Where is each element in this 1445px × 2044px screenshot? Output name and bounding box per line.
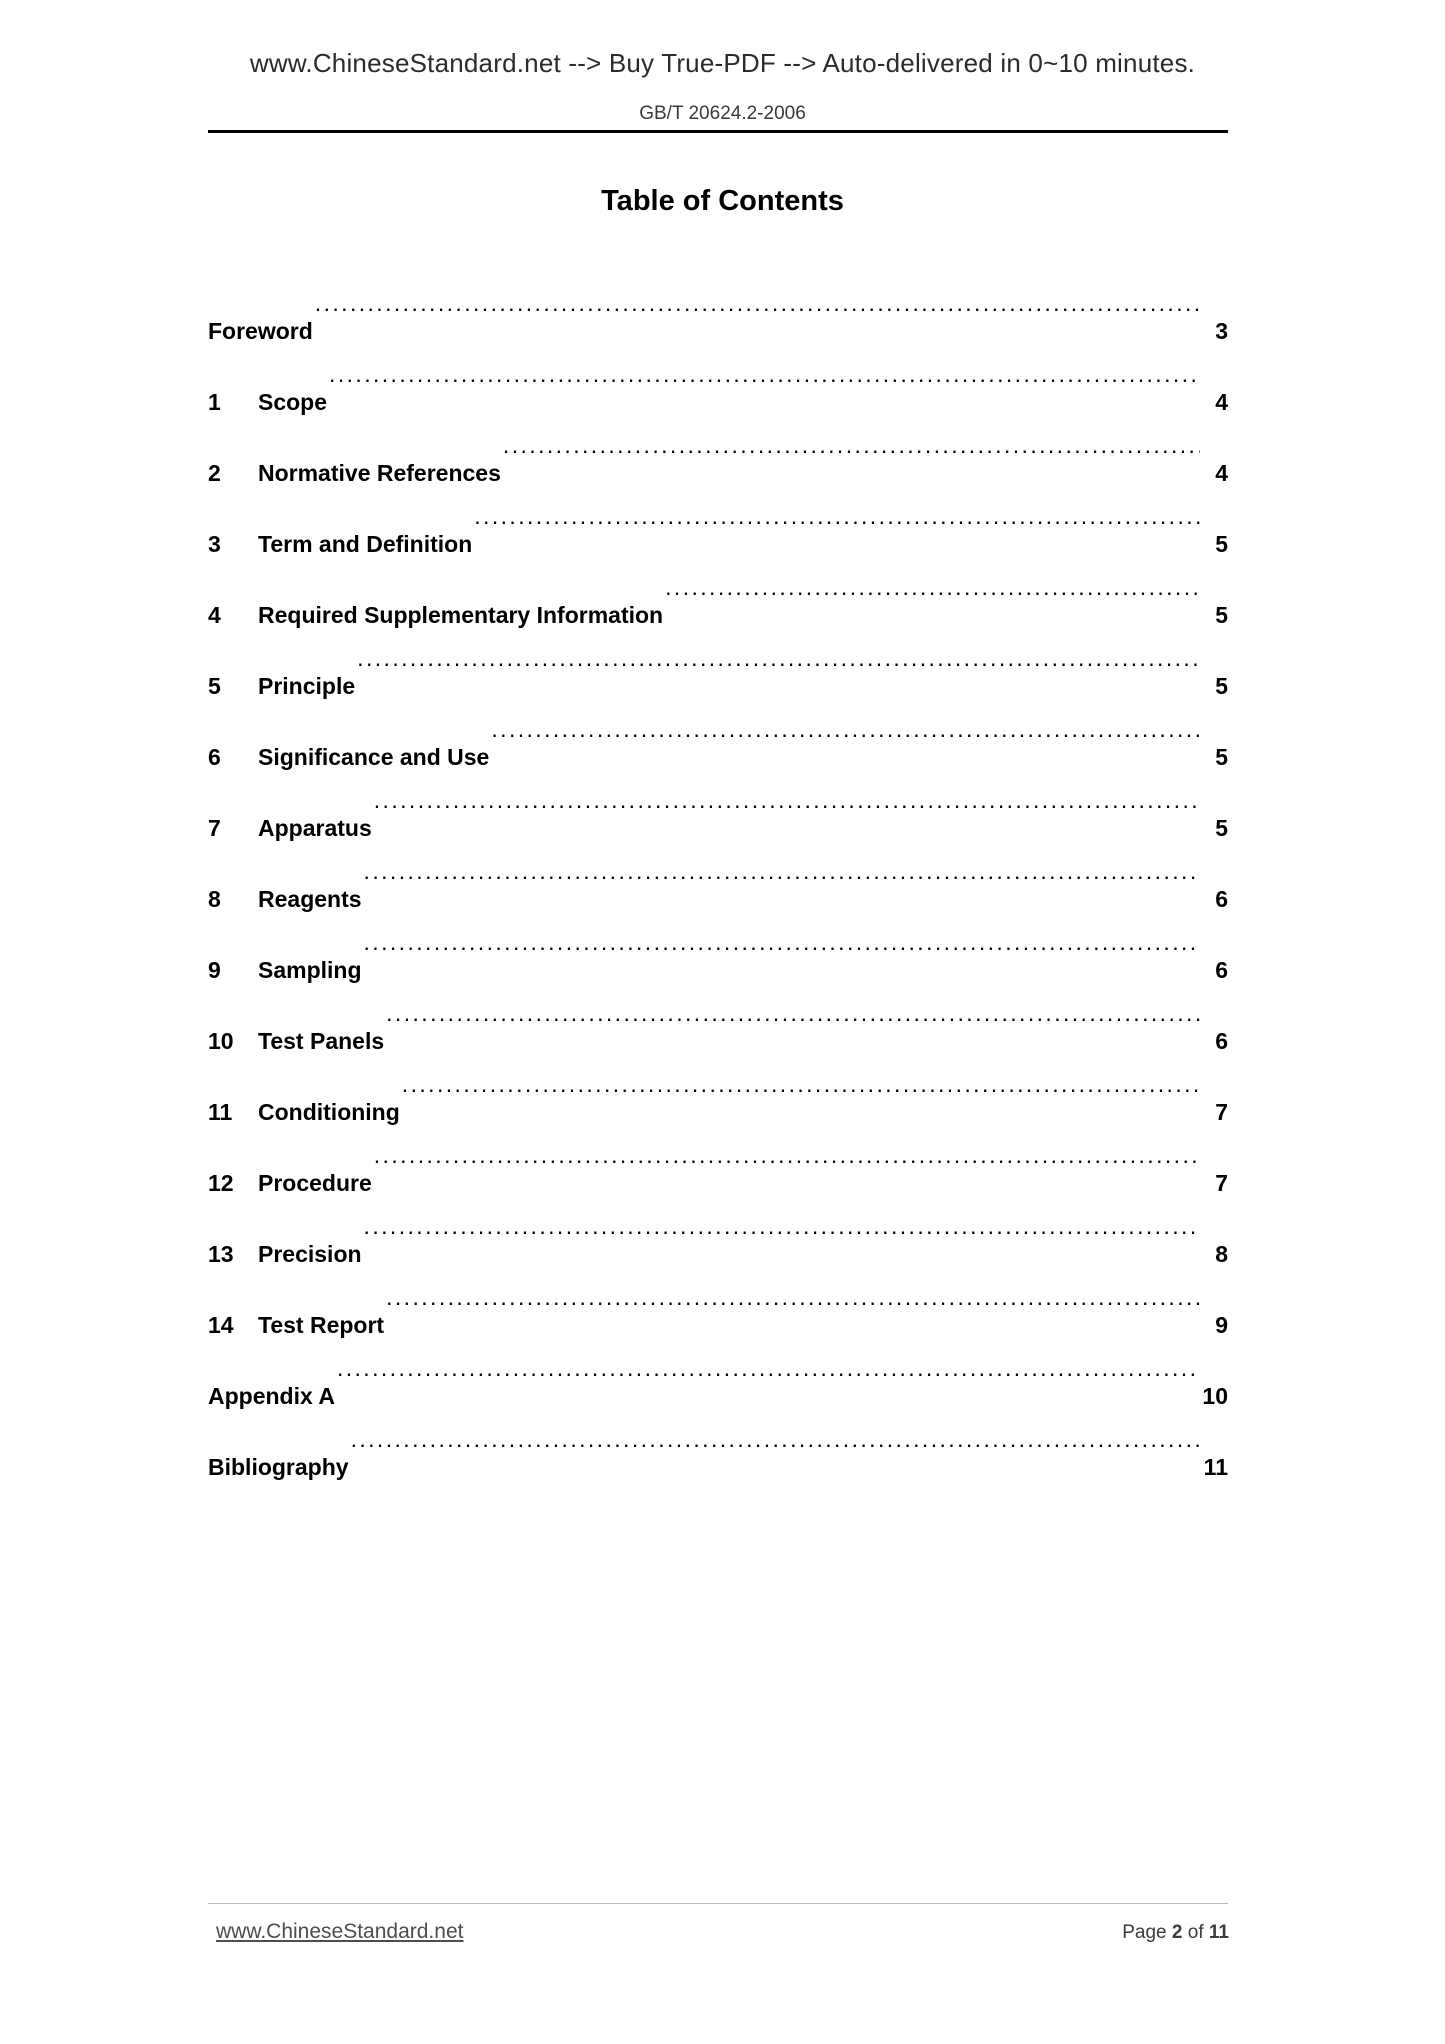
toc-entry-label: Appendix A bbox=[208, 1383, 335, 1409]
leader-dots bbox=[357, 623, 1200, 694]
leader-dots bbox=[374, 1120, 1200, 1191]
leader-dots bbox=[364, 836, 1200, 907]
toc-entry-page: 6 bbox=[1215, 1028, 1228, 1054]
toc-entry-principle[interactable] bbox=[208, 623, 1228, 699]
page-title: Table of Contents bbox=[601, 185, 844, 217]
toc-entry-number: 6 bbox=[208, 744, 221, 770]
footer-page-number bbox=[1122, 1922, 1229, 1944]
toc-entry-number: 10 bbox=[208, 1028, 234, 1054]
toc-entry-number: 4 bbox=[208, 602, 221, 628]
toc-entry-page: 5 bbox=[1215, 744, 1228, 770]
footer-page-prefix: Page bbox=[1122, 1922, 1167, 1943]
toc-entry-label: Significance and Use bbox=[258, 744, 490, 770]
toc-entry-page: 5 bbox=[1215, 602, 1228, 628]
header-divider bbox=[208, 130, 1228, 133]
toc-entry-label: Apparatus bbox=[258, 815, 372, 841]
toc-entry-number: 5 bbox=[208, 673, 221, 699]
leader-dots bbox=[386, 1262, 1200, 1333]
toc-entry-label: Bibliography bbox=[208, 1454, 349, 1480]
toc-entry-page: 4 bbox=[1215, 389, 1228, 415]
toc-entry-page: 5 bbox=[1215, 673, 1228, 699]
toc-entry-page: 8 bbox=[1215, 1241, 1228, 1267]
leader-dots bbox=[337, 1333, 1200, 1404]
toc-entry-appendix-a[interactable] bbox=[208, 1333, 1228, 1409]
leader-dots bbox=[386, 978, 1200, 1049]
leader-dots bbox=[665, 552, 1200, 623]
toc-entry-significance-and-use[interactable] bbox=[208, 694, 1228, 770]
leader-dots bbox=[364, 1191, 1200, 1262]
footer-page-middle: of bbox=[1187, 1922, 1204, 1943]
toc-entry-label: Required Supplementary Information bbox=[258, 602, 664, 628]
toc-entry-number: 1 bbox=[208, 389, 221, 415]
toc-entry-label: Precision bbox=[258, 1241, 362, 1267]
toc-entry-number: 14 bbox=[208, 1312, 234, 1338]
toc-entry-page: 5 bbox=[1215, 815, 1228, 841]
toc-entry-label: Procedure bbox=[258, 1170, 372, 1196]
toc-entry-number: 2 bbox=[208, 460, 221, 486]
standard-number: GB/T 20624.2-2006 bbox=[639, 103, 806, 124]
toc-entry-page: 10 bbox=[1202, 1383, 1228, 1409]
toc-entry-number: 12 bbox=[208, 1170, 234, 1196]
toc-entry-number: 9 bbox=[208, 957, 221, 983]
footer-divider bbox=[208, 1903, 1228, 1904]
toc-entry-number: 3 bbox=[208, 531, 221, 557]
toc-entry-bibliography[interactable] bbox=[208, 1404, 1228, 1480]
toc-entry-page: 6 bbox=[1215, 957, 1228, 983]
toc-entry-label: Normative References bbox=[258, 460, 501, 486]
table-of-contents bbox=[208, 268, 1228, 1480]
toc-entry-label: Test Panels bbox=[258, 1028, 385, 1054]
toc-entry-label: Reagents bbox=[258, 886, 362, 912]
leader-dots bbox=[364, 907, 1200, 978]
leader-dots bbox=[402, 1049, 1200, 1120]
toc-entry-number: 7 bbox=[208, 815, 221, 841]
toc-entry-page: 9 bbox=[1215, 1312, 1228, 1338]
toc-entry-page: 7 bbox=[1215, 1170, 1228, 1196]
toc-entry-label: Sampling bbox=[258, 957, 362, 983]
toc-entry-number: 8 bbox=[208, 886, 221, 912]
toc-entry-label: Foreword bbox=[208, 318, 313, 344]
toc-entry-label: Scope bbox=[258, 389, 328, 415]
toc-entry-number: 11 bbox=[208, 1099, 233, 1125]
leader-dots bbox=[315, 268, 1200, 339]
promo-banner: www.ChineseStandard.net --> Buy True-PDF --> Auto-delivered in 0~10 minutes. bbox=[249, 48, 1196, 78]
toc-entry-label: Test Report bbox=[258, 1312, 385, 1338]
toc-entry-page: 7 bbox=[1215, 1099, 1228, 1125]
toc-entry-page: 11 bbox=[1203, 1454, 1228, 1480]
leader-dots bbox=[491, 694, 1200, 765]
footer-page-total: 11 bbox=[1208, 1922, 1229, 1943]
toc-entry-foreword[interactable] bbox=[208, 268, 1228, 344]
toc-entry-page: 4 bbox=[1215, 460, 1228, 486]
toc-entry-label: Term and Definition bbox=[258, 531, 473, 557]
toc-entry-scope[interactable] bbox=[208, 339, 1228, 415]
toc-entry-normative-references[interactable] bbox=[208, 410, 1228, 486]
leader-dots bbox=[374, 765, 1200, 836]
toc-entry-page: 3 bbox=[1215, 318, 1228, 344]
footer-site-link[interactable]: www.ChineseStandard.net bbox=[216, 1920, 464, 1943]
leader-dots bbox=[503, 410, 1200, 481]
toc-entry-label: Conditioning bbox=[258, 1099, 400, 1125]
toc-entry-page: 5 bbox=[1215, 531, 1228, 557]
toc-entry-page: 6 bbox=[1215, 886, 1228, 912]
footer-page-current: 2 bbox=[1171, 1922, 1183, 1943]
toc-entry-label: Principle bbox=[258, 673, 356, 699]
leader-dots bbox=[351, 1404, 1200, 1475]
toc-entry-number: 13 bbox=[208, 1241, 234, 1267]
leader-dots bbox=[329, 339, 1200, 410]
leader-dots bbox=[474, 481, 1200, 552]
